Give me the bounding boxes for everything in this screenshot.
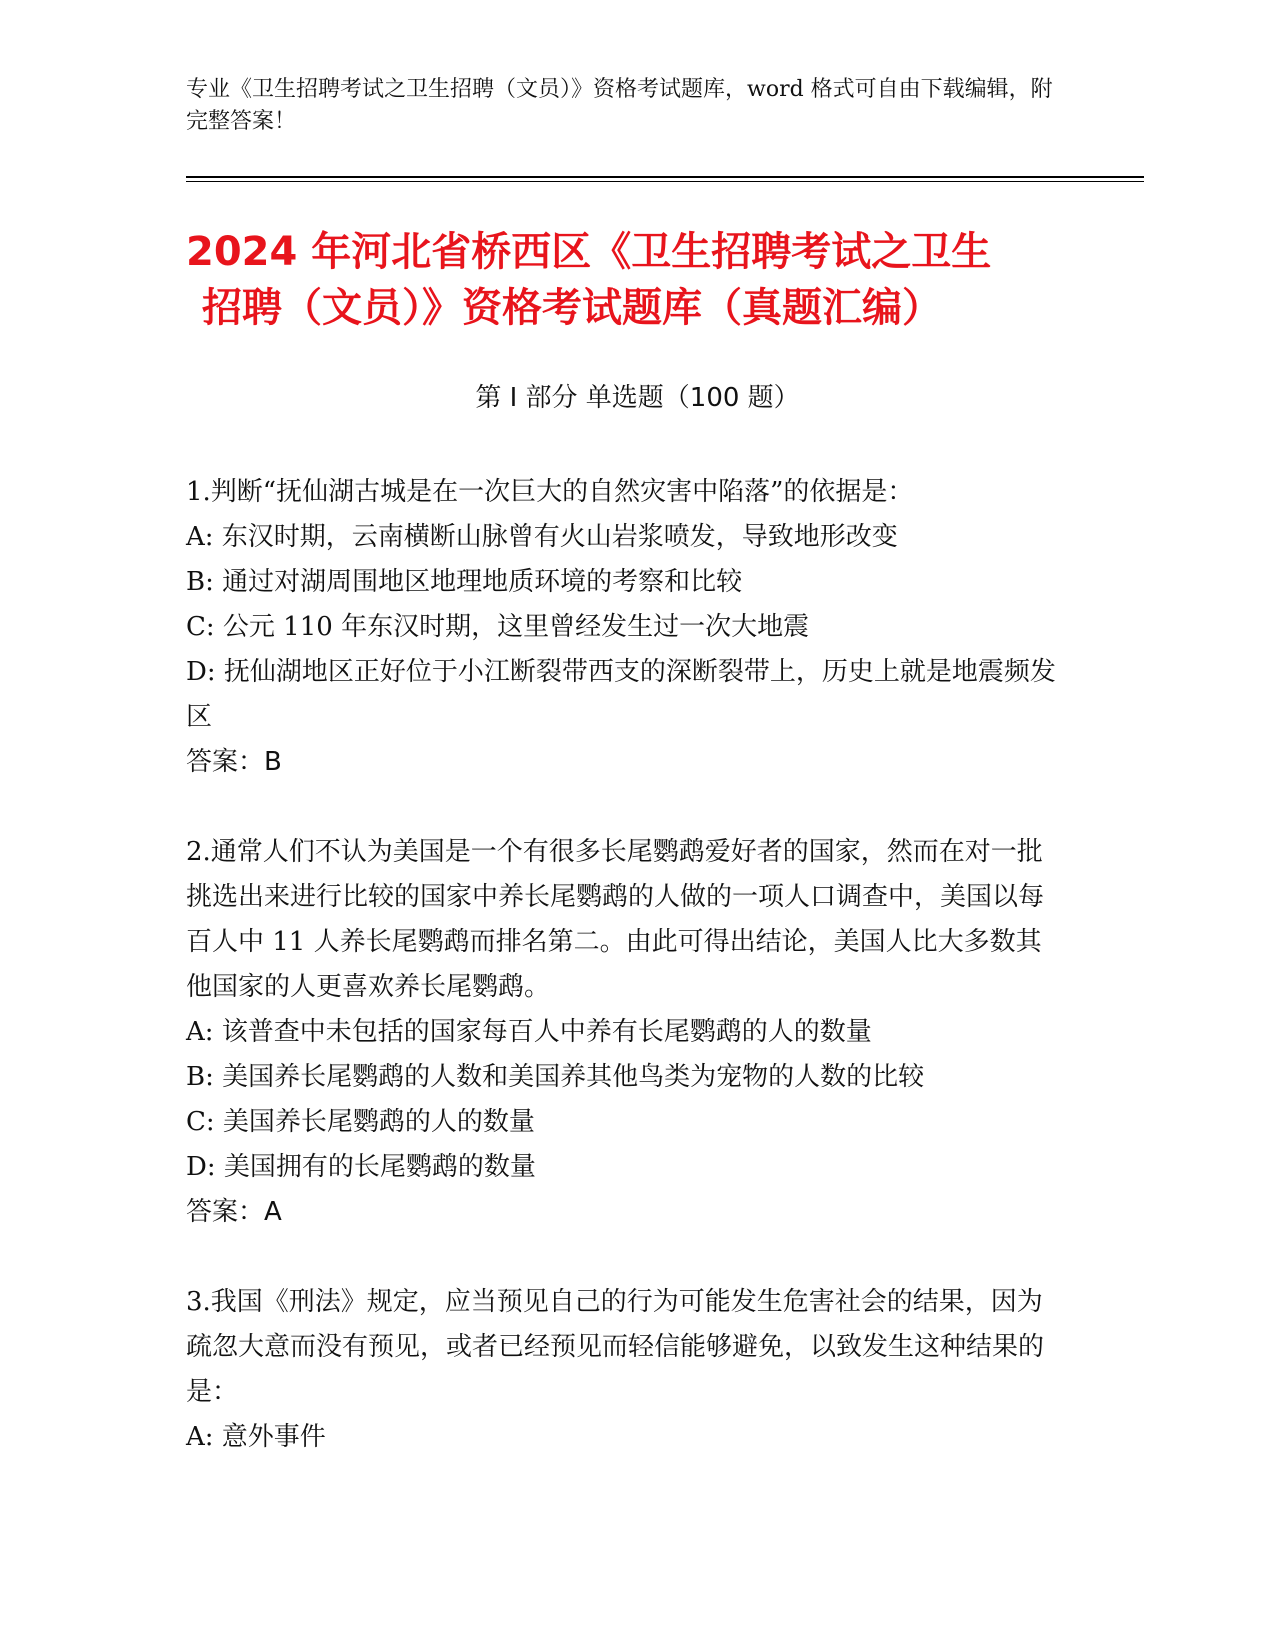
option-b: B: 美国养长尾鹦鹉的人数和美国养其他鸟类为宠物的人数的比较: [186, 1062, 925, 1092]
question-2: [186, 830, 1066, 1235]
option-a: A: 东汉时期，云南横断山脉曾有火山岩浆喷发，导致地形改变: [186, 522, 898, 552]
document-title: [186, 224, 1086, 336]
option-d: D: 美国拥有的长尾鹦鹉的数量: [186, 1152, 536, 1182]
option-c: C: 公元 110 年东汉时期，这里曾经发生过一次大地震: [186, 612, 810, 642]
question-text: 2.通常人们不认为美国是一个有很多长尾鹦鹉爱好者的国家，然而在对一批挑选出来进行比较的国家中养长尾鹦鹉的人做的一项人口调查中，美国以每百人中 11 人养长尾鹦鹉而排名第二。由此可得出结论，美国人比大多数其他国家的人更喜欢养长尾鹦鹉。: [186, 837, 1045, 1002]
header-divider-thin: [186, 181, 1144, 182]
option-d: D: 抚仙湖地区正好位于小江断裂带西支的深断裂带上，历史上就是地震频发区: [186, 657, 1056, 732]
option-a: A: 该普查中未包括的国家每百人中养有长尾鹦鹉的人的数量: [186, 1017, 872, 1047]
question-3: [186, 1280, 1066, 1460]
question-text: 1.判断“抚仙湖古城是在一次巨大的自然灾害中陷落”的依据是：: [186, 477, 914, 507]
header-divider-thick: [186, 176, 1144, 178]
question-list: [186, 470, 1066, 1505]
question-1: [186, 470, 1066, 785]
header-note: 专业《卫生招聘考试之卫生招聘（文员）》资格考试题库，word 格式可自由下载编辑，附完整答案！: [186, 77, 1053, 134]
option-a: A: 意外事件: [186, 1422, 326, 1452]
option-b: B: 通过对湖周围地区地理地质环境的考察和比较: [186, 567, 743, 597]
section-title: 第 I 部分 单选题（100 题）: [475, 383, 800, 413]
option-c: C: 美国养长尾鹦鹉的人的数量: [186, 1107, 535, 1137]
document-title-line-1: 2024 年河北省桥西区《卫生招聘考试之卫生: [186, 229, 992, 275]
question-text: 3.我国《刑法》规定，应当预见自己的行为可能发生危害社会的结果，因为疏忽大意而没有预见，或者已经预见而轻信能够避免，以致发生这种结果的是：: [186, 1287, 1045, 1407]
document-title-line-2: 招聘（文员）》资格考试题库（真题汇编）: [202, 285, 942, 331]
answer: 答案：A: [186, 1197, 282, 1227]
answer: 答案：B: [186, 747, 282, 777]
